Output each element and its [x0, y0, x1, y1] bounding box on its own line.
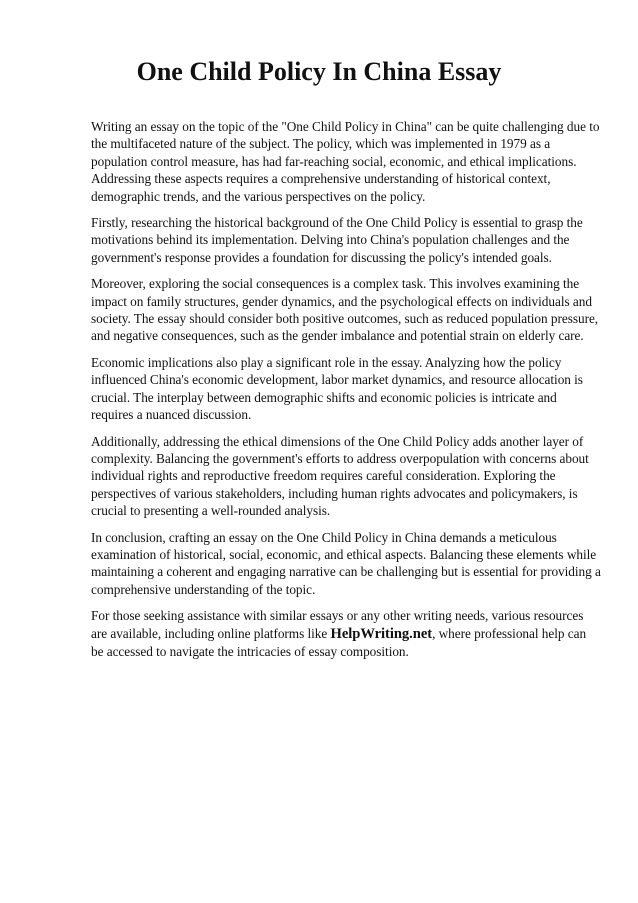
page-title: One Child Policy In China Essay — [136, 57, 502, 86]
paragraph-closing — [91, 607, 601, 660]
closing-text-after: , where professional help can be accessed to navigate the intricacies of essay composition. — [91, 625, 587, 659]
paragraph-economic: Economic implications also play a significant role in the essay. Analyzing how the policy influenced China's economic development, labor market dynamics, and resource allocation is crucial. The interplay between demographic shifts and economic policies is intricate and requires a nuanced discussion. — [91, 354, 583, 423]
paragraph-intro: Writing an essay on the topic of the "One Child Policy in China" can be quite challenging due to the multifaceted nature of the subject. The policy, which was implemented in 1979 as a population control measure, has had far-reaching social, economic, and ethical implications. Addressing these aspects requires a comprehensive understanding of historical context, demographic trends, and the various perspectives on the policy. — [91, 119, 600, 204]
paragraph-conclusion: In conclusion, crafting an essay on the One Child Policy in China demands a meticulous examination of historical, social, economic, and ethical aspects. Balancing these elements while maintaining a coherent and engaging narrative can be challenging but is essential for providing a comprehensive understanding of the topic. — [91, 529, 601, 597]
paragraph-social: Moreover, exploring the social consequences is a complex task. This involves examining the impact on family structures, gender dynamics, and the psychological effects on individuals and society. The essay should consider both positive outcomes, such as reduced population pressure, and negative consequences, such as the gender imbalance and potential strain on elderly care. — [91, 276, 599, 344]
closing-text-before: For those seeking assistance with similar essays or any other writing needs, various resources are available, including online platforms like — [91, 608, 584, 641]
paragraph-ethical: Additionally, addressing the ethical dimensions of the One Child Policy adds another layer of complexity. Balancing the government's efforts to address overpopulation with concerns about individual rights and reproductive freedom requires careful consideration. Exploring the perspectives of various stakeholders, including human rights advocates and policymakers, is crucial to presenting a well-rounded analysis. — [91, 433, 589, 519]
essay-body — [91, 118, 601, 669]
brand-link[interactable]: HelpWriting.net — [330, 625, 433, 642]
paragraph-history: Firstly, researching the historical background of the One Child Policy is essential to grasp the motivations behind its implementation. Delving into China's population challenges and the government's response provides a foundation for discussing the policy's intended goals. — [91, 215, 583, 265]
